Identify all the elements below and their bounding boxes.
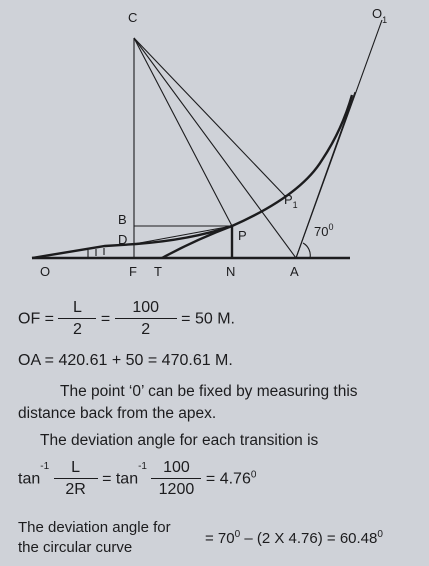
label-t: T — [154, 264, 162, 279]
fraction-numerator: 100 — [115, 298, 177, 319]
label-d: D — [118, 232, 128, 247]
fraction-100-over-2 — [115, 298, 177, 341]
fraction-denominator: 2 — [73, 321, 82, 338]
equation-deviation-angle — [18, 458, 256, 501]
expr-part: = 70 — [205, 530, 235, 547]
label-a: A — [290, 264, 299, 279]
equals-tan: = tan — [102, 470, 139, 488]
paragraph-line: The deviation angle for each transition is — [40, 432, 319, 449]
fraction-numerator: L — [54, 458, 98, 479]
paragraph-line: The point ‘0’ can be fixed by measuring this — [60, 383, 358, 400]
equals-sign: = — [100, 310, 111, 328]
fraction-l-over-2r — [54, 458, 98, 501]
inverse-exponent: -1 — [138, 461, 147, 473]
eq3-result: = 4.76 — [205, 470, 251, 488]
fraction-numerator: 100 — [151, 458, 201, 479]
fraction-l-over-2 — [58, 298, 96, 341]
fraction-denominator: 1200 — [158, 481, 195, 498]
line-c-p1 — [134, 38, 285, 196]
equation-of — [18, 298, 235, 341]
degree-mark: 0 — [234, 529, 241, 540]
label-angle: $70^0$ — [314, 222, 334, 239]
label-n: N — [226, 264, 236, 279]
line-c-a — [134, 38, 296, 258]
equation-oa: OA = 420.61 + 50 = 470.61 M. — [18, 352, 233, 369]
fraction-denominator: 2R — [65, 481, 86, 498]
fraction-100-over-1200 — [151, 458, 201, 501]
fraction-numerator: L — [58, 298, 96, 319]
eq1-lhs: OF = — [18, 310, 55, 328]
fraction-denominator: 2 — [141, 321, 151, 338]
label-b: B — [118, 212, 127, 227]
inverse-exponent: -1 — [40, 461, 50, 473]
label-f: F — [129, 264, 137, 279]
label-c: C — [128, 10, 138, 25]
label-o: O — [40, 264, 51, 279]
tan-text: tan — [18, 470, 41, 488]
degree-mark: 0 — [250, 469, 257, 481]
label-p: P — [238, 228, 247, 243]
equation-circular-curve — [205, 529, 383, 547]
eq1-result: = 50 M. — [181, 310, 235, 328]
expr-part: – (2 X 4.76) = 60.48 — [240, 530, 378, 547]
label-p1: $P_1$ — [284, 192, 298, 210]
paragraph-line: the circular curve — [18, 539, 133, 556]
chord-d-p — [134, 226, 232, 244]
label-o1: $O_1$ — [372, 6, 388, 25]
transition-curve — [32, 226, 232, 258]
line-c-p — [134, 38, 232, 226]
degree-mark: 0 — [377, 529, 383, 540]
paragraph-line: distance back from the apex. — [18, 405, 217, 422]
paragraph-line: The deviation angle for — [18, 519, 171, 536]
angle-arc — [303, 243, 310, 258]
